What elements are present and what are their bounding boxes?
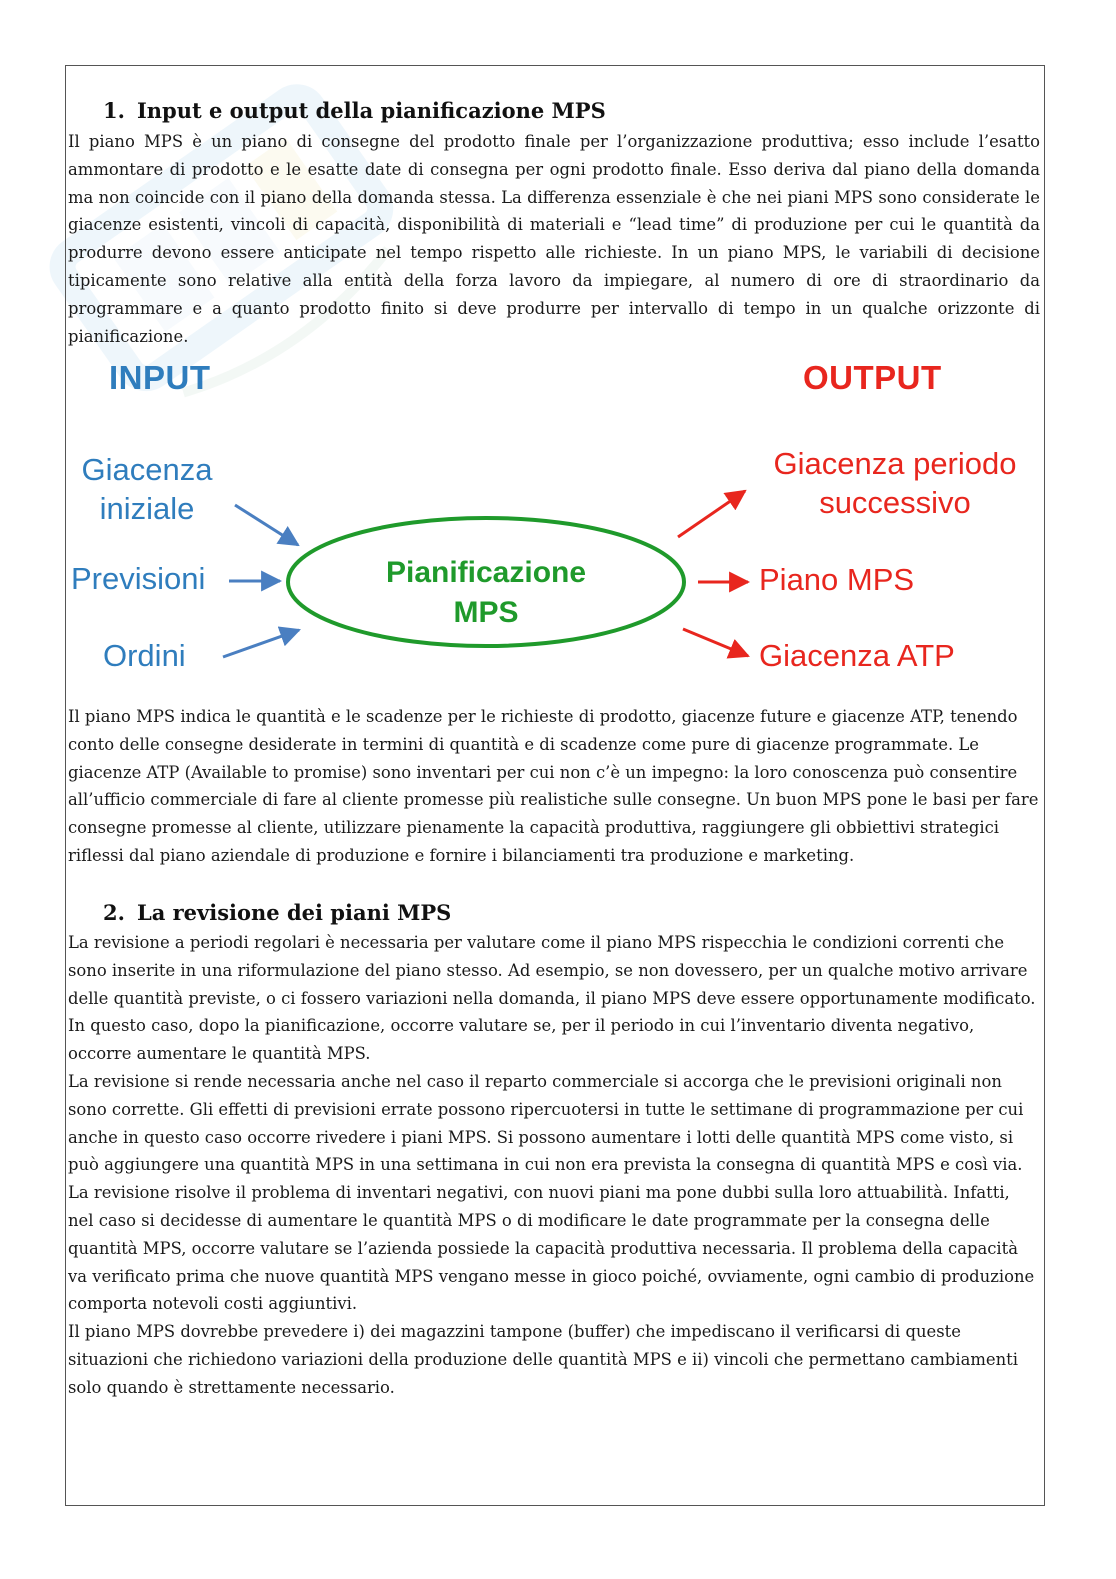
section-2-heading (103, 900, 451, 925)
section-2-title: La revisione dei piani MPS (136, 900, 452, 925)
arrow-giacenza-in (235, 505, 298, 545)
after-diagram-text: Il piano MPS indica le quantità e le scadenze per le richieste di prodotto, giacenze future e giacenze ATP, tenendo conto delle consegne desiderate in termini di quantità e di scadenze come pure di giacenze programmate. Le giacenze ATP (Available to promise) sono inventari per cui non c’è un impegno: la loro conoscenza può consentire all’ufficio commerciale di fare al cliente promesse più realistiche sulle consegne. Un buon MPS pone le basi per fare consegne promesse al cliente, utilizzare pienamente la capacità produttiva, raggiungere gli obbiettivi strategici riflessi dal piano aziendale di produzione e fornire i bilanciamenti tra produzione e marketing. (68, 707, 1039, 865)
input-giacenza-line2: iniziale (99, 490, 195, 526)
section-2-number: 2. (103, 900, 125, 925)
section-1-paragraph (68, 128, 1040, 350)
section-2-paragraph: La revisione si rende necessaria anche nel caso il reparto commerciale si accorga che le previsioni originali non sono corrette. Gli effetti di previsioni errate possono ripercuotersi in tutte le settimane di programmazione per cui anche in questo caso occorre rivedere i piani MPS. Si possono aumentare i lotti delle quantità MPS come visto, si può aggiungere una quantità MPS in una settimana in cui non era prevista la consegna di quantità MPS e così via. (68, 1071, 1024, 1175)
arrow-giacenza-out (678, 491, 745, 537)
section-2-paragraph: La revisione risolve il problema di inventari negativi, con nuovi piani ma pone dubbi sulla loro attuabilità. Infatti, nel caso si decidesse di aumentare le quantità MPS o di modificare le date programmate per la consegna delle quantità MPS, occorre valutare se l’azienda possiede la capacità produttiva necessaria. Il problema della capacità va verificato prima che nuove quantità MPS vengano messe in gioco poiché, ovviamente, ogni cambio di produzione comporta notevoli costi aggiuntivi. (68, 1183, 1035, 1314)
input-header: INPUT (109, 359, 211, 396)
section-1-number: 1. (103, 98, 125, 123)
input-ordini: Ordini (103, 638, 186, 673)
section-2-paragraph: Il piano MPS dovrebbe prevedere i) dei magazzini tampone (buffer) che impediscano il verificarsi di queste situazioni che richiedono variazioni della produzione delle quantità MPS e ii) vincoli che permettano cambiamenti solo quando è strettamente necessario. (68, 1322, 1019, 1397)
input-giacenza-iniziale (73, 451, 221, 529)
output-giacenza-line1: Giacenza periodo (773, 446, 1017, 481)
output-piano-mps: Piano MPS (759, 562, 915, 597)
input-previsioni: Previsioni (71, 561, 206, 596)
input-giacenza-line1: Giacenza (81, 452, 213, 487)
output-giacenza-line2: successivo (819, 484, 971, 520)
center-label (346, 553, 626, 633)
mps-diagram (65, 345, 1045, 705)
center-line1: Pianificazione (385, 556, 587, 589)
section-2-paragraph: La revisione a periodi regolari è necessaria per valutare come il piano MPS rispecchia le condizioni correnti che sono inserite in una riformulazione del piano stesso. Ad esempio, se non dovessero, per un qualche motivo arrivare delle quantità previste, o ci fossero variazioni nella domanda, il piano MPS deve essere opportunamente modificato. In questo caso, dopo la pianificazione, occorre valutare se, per il periodo in cui l’inventario diventa negativo, occorre aumentare le quantità MPS. (68, 933, 1036, 1064)
section-2-body (68, 929, 1040, 1402)
output-header: OUTPUT (803, 359, 942, 396)
arrow-ordini-in (223, 630, 299, 657)
center-line2: MPS (453, 596, 519, 629)
after-diagram-paragraph (68, 703, 1040, 870)
section-1-heading (103, 98, 606, 123)
section-1-text: Il piano MPS è un piano di consegne del prodotto finale per l’organizzazione produttiva; esso include l’esatto ammontare di prodotto e le esatte date di consegna per ogni prodotto finale. Esso deriva dal piano della domanda ma non coincide con il piano della domanda stessa. La differenza essenziale è che nei piani MPS sono considerate le giacenze esistenti, vincoli di capacità, disponibilità di materiali e “lead time” di produzione per cui le quantità da produrre devono essere anticipate nel tempo rispetto alle richieste. In un piano MPS, le variabili di decisione tipicamente sono relative alla entità della forza lavoro da impiegare, al numero di ore di straordinario da programmare e a quanto prodotto finito si deve produrre per intervallo di tempo in un qualche orizzonte di pianificazione. (68, 132, 1040, 346)
output-giacenza-atp: Giacenza ATP (759, 638, 955, 673)
arrow-atp-out (683, 629, 748, 656)
section-1-title: Input e output della pianificazione MPS (136, 98, 606, 123)
output-giacenza-periodo-successivo (755, 445, 1035, 523)
